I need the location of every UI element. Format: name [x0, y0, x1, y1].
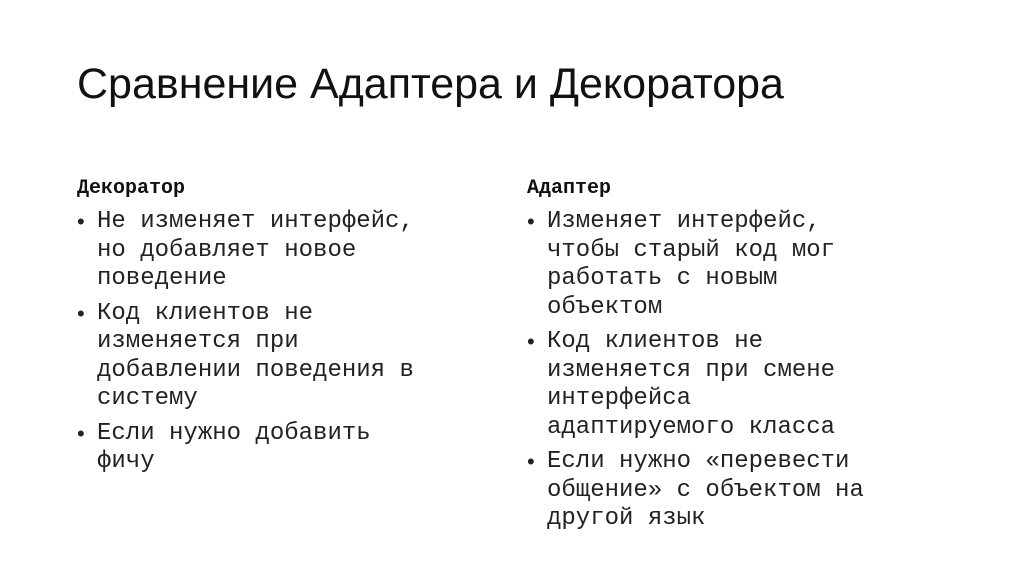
adapter-bullet-text: Изменяет интерфейс, чтобы старый код мог работать с новым объектом: [547, 208, 836, 321]
adapter-bullet-item: [527, 448, 967, 534]
decorator-bullet-text: Если нужно добавить фичу: [97, 419, 371, 475]
decorator-bullet-text: Не изменяет интерфейс, но добавляет новое поведение: [97, 208, 414, 292]
slide-title: Сравнение Адаптера и Декоратора: [77, 60, 784, 108]
adapter-bullet-text: Если нужно «перевести общение» с объектом на другой язык: [547, 448, 864, 532]
bullet-dot-icon: •: [77, 209, 85, 234]
decorator-bullet-item: [77, 300, 517, 414]
decorator-bullet-item: [77, 420, 517, 477]
adapter-bullet-text: Код клиентов не изменяется при смене интерфейса адаптируемого класса: [547, 328, 836, 441]
adapter-heading: Адаптер: [527, 177, 612, 200]
adapter-bullet-item: [527, 328, 967, 442]
decorator-bullet-list: [77, 208, 517, 477]
decorator-bullet-item: [77, 208, 517, 294]
bullet-dot-icon: •: [77, 300, 85, 326]
decorator-column: [77, 176, 517, 483]
adapter-bullet-list: [527, 208, 967, 534]
bullet-dot-icon: •: [527, 329, 535, 354]
bullet-dot-icon: •: [77, 420, 85, 446]
decorator-bullet-text: Код клиентов не изменяется при добавлении поведения в систему: [97, 299, 414, 412]
adapter-bullet-item: [527, 208, 967, 322]
adapter-column: [527, 176, 967, 540]
bullet-dot-icon: •: [527, 449, 535, 474]
bullet-dot-icon: •: [527, 209, 535, 234]
decorator-heading: Декоратор: [77, 177, 186, 200]
